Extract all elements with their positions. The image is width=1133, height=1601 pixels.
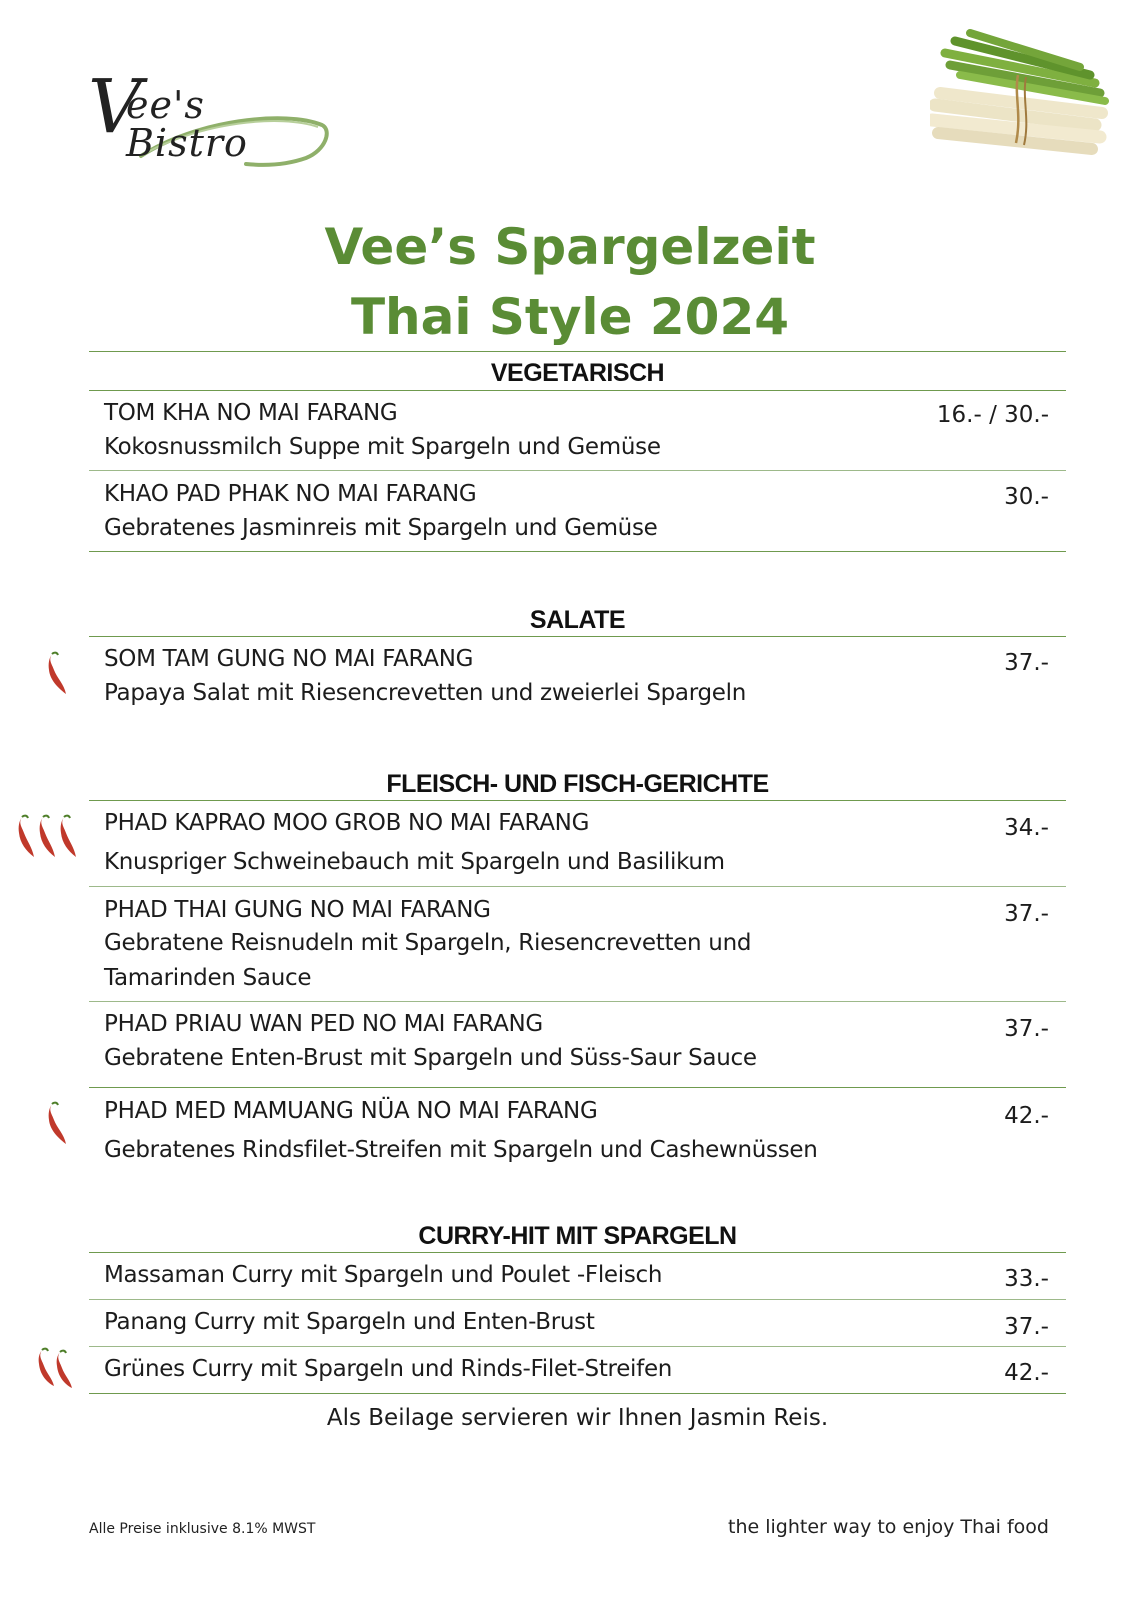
dish-price: 37.- xyxy=(1004,1314,1049,1340)
dish-name: Massaman Curry mit Spargeln und Poulet -Fleisch xyxy=(104,1262,663,1288)
dish-description: Gebratenes Jasminreis mit Spargeln und Gemüse xyxy=(104,515,658,541)
dish-name: PHAD MED MAMUANG NÜA NO MAI FARANG xyxy=(104,1098,598,1124)
divider xyxy=(89,1001,1066,1002)
divider xyxy=(89,551,1066,552)
dish-description: Gebratenes Rindsfilet-Streifen mit Spargeln und Cashewnüssen xyxy=(104,1137,818,1163)
bistro-logo xyxy=(86,64,336,175)
menu-title-line2: Thai Style 2024 xyxy=(350,288,790,346)
dish-description: Gebratene Reisnudeln mit Spargeln, Riesencrevetten und Tamarinden Sauce xyxy=(104,930,752,991)
menu-title-line1: Vee’s Spargelzeit xyxy=(324,218,816,276)
dish-name: Grünes Curry mit Spargeln und Rinds-Filet-Streifen xyxy=(104,1356,673,1382)
dish-price: 42.- xyxy=(1004,1360,1049,1386)
divider xyxy=(89,636,1066,637)
divider xyxy=(89,1252,1066,1253)
divider xyxy=(89,351,1066,352)
chili-icon xyxy=(14,813,82,861)
chili-icon xyxy=(34,1346,82,1390)
divider xyxy=(89,1087,1066,1088)
section-heading-curry: CURRY-HIT MIT SPARGELN xyxy=(418,1222,737,1250)
slogan: the lighter way to enjoy Thai food xyxy=(728,1516,1049,1538)
dish-price: 30.- xyxy=(1004,484,1049,510)
dish-description: Kokosnussmilch Suppe mit Spargeln und Gemüse xyxy=(104,434,661,460)
dish-name: SOM TAM GUNG NO MAI FARANG xyxy=(104,646,474,672)
dish-price: 42.- xyxy=(1004,1103,1049,1129)
dish-price: 37.- xyxy=(1004,901,1049,927)
divider xyxy=(89,390,1066,391)
dish-price: 33.- xyxy=(1004,1266,1049,1292)
divider xyxy=(89,800,1066,801)
divider xyxy=(89,470,1066,471)
chili-icon xyxy=(42,1100,72,1148)
dish-name: PHAD KAPRAO MOO GROB NO MAI FARANG xyxy=(104,810,590,836)
dish-description: Papaya Salat mit Riesencrevetten und zweierlei Spargeln xyxy=(104,680,746,706)
divider xyxy=(89,1346,1066,1347)
dish-name: PHAD THAI GUNG NO MAI FARANG xyxy=(104,897,491,923)
divider xyxy=(89,1393,1066,1394)
logo-letter-v: V xyxy=(88,64,142,150)
dish-price: 37.- xyxy=(1004,1016,1049,1042)
section-heading-vegetarisch: VEGETARISCH xyxy=(490,359,665,387)
dish-description: Knuspriger Schweinebauch mit Spargeln und Basilikum xyxy=(104,849,725,875)
dish-name: TOM KHA NO MAI FARANG xyxy=(104,400,398,426)
dish-description: Gebratene Enten-Brust mit Spargeln und Süss-Saur Sauce xyxy=(104,1045,757,1071)
dish-price: 16.- / 30.- xyxy=(936,402,1049,428)
divider xyxy=(89,886,1066,887)
dish-name: Panang Curry mit Spargeln und Enten-Brust xyxy=(104,1309,595,1335)
section-heading-salate: SALATE xyxy=(529,606,626,634)
side-dish-note: Als Beilage servieren wir Ihnen Jasmin Reis. xyxy=(326,1405,829,1431)
dish-name: KHAO PAD PHAK NO MAI FARANG xyxy=(104,481,477,507)
section-heading-fleisch-fisch: FLEISCH- UND FISCH-GERICHTE xyxy=(386,770,769,798)
asparagus-image xyxy=(930,15,1120,165)
dish-price: 37.- xyxy=(1004,650,1049,676)
chili-icon xyxy=(42,650,72,698)
divider xyxy=(89,1299,1066,1300)
logo-text: ee's Bistro xyxy=(126,83,248,165)
dish-price: 34.- xyxy=(1004,815,1049,841)
dish-name: PHAD PRIAU WAN PED NO MAI FARANG xyxy=(104,1011,543,1037)
vat-note: Alle Preise inklusive 8.1% MWST xyxy=(89,1521,316,1537)
